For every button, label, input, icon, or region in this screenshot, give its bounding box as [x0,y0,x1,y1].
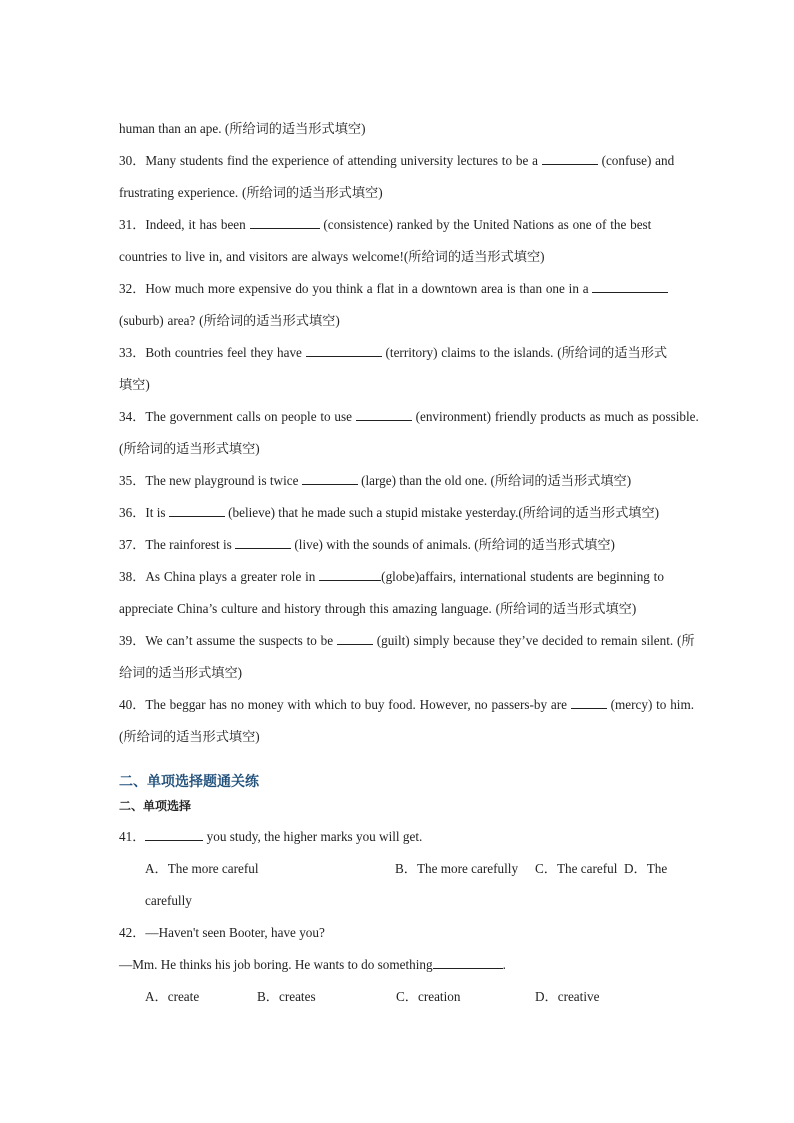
answer-blank[interactable] [306,344,382,357]
question-41-options-wrap [119,885,699,917]
answer-blank[interactable] [302,472,358,485]
question-34: 34．The government calls on people to use (environment) friendly products as much as possible. (所给词的适当形式填空) [119,409,699,456]
section-subtitle: 二、单项选择 [119,799,192,813]
question-35: 35．The new playground is twice (large) than the old one. (所给词的适当形式填空) [119,473,632,488]
option-d[interactable]: D．creative [535,989,600,1004]
question-42: 42．—Haven't seen Booter, have you? [119,925,325,940]
option-c[interactable]: C．The careful [535,861,618,876]
question-42-line2: —Mm. He thinks his job boring. He wants to do something . [119,957,506,972]
option-b[interactable]: B．creates [257,989,316,1004]
question-33: 33．Both countries feel they have (territory) claims to the islands. (所给词的适当形式 填空) [119,345,668,392]
answer-blank[interactable] [433,956,503,969]
question-29-tail: human than an ape. (所给词的适当形式填空) [119,121,366,136]
question-42-options [119,981,699,1013]
question-36: 36．It is (believe) that he made such a stupid mistake yesterday.(所给词的适当形式填空) [119,505,660,520]
question-number: 33． [119,345,146,360]
hint-text: (所给词的适当形式填空) [474,537,615,552]
question-32: 32．How much more expensive do you think a flat in a downtown area is than one in a (suburb) area? (所给词的适当形式填空) [119,273,699,337]
exercise-content [119,113,699,1013]
question-number: 35． [119,473,146,488]
question-number: 34． [119,409,146,424]
question-number: 41． [119,829,146,844]
answer-blank[interactable] [235,536,291,549]
question-number: 40． [119,697,146,712]
hint-text: (所给词的适当形式填空) [199,313,340,328]
question-31: 31．Indeed, it has been (consistence) ranked by the United Nations as one of the best countries to live in, and visitors are always welcome!(所给词的适当形式填空) [119,217,652,264]
option-a[interactable]: A．create [145,989,200,1004]
option-d[interactable]: D．The [624,861,668,876]
question-number: 39． [119,633,146,648]
answer-blank[interactable] [356,408,412,421]
hint-text: (所给词的适当形式填空) [241,185,383,200]
question-40: 40．The beggar has no money with which to buy food. However, no passers-by are (mercy) to him. (所给词的适当形式填空) [119,697,695,744]
hint-text: 填空) [119,377,150,392]
hint-text: (所给词的适当形式填空) [490,473,632,488]
option-a[interactable]: A．The more careful [145,861,259,876]
question-41-options [119,853,699,885]
question-30: 30．Many students find the experience of attending university lectures to be a (confuse) and frustrating experience. (所给词的适当形式填空) [119,153,675,200]
answer-blank[interactable] [592,280,668,293]
question-number: 31． [119,217,146,232]
answer-blank[interactable] [250,216,320,229]
answer-blank[interactable] [169,504,225,517]
hint-text: (所给词的适当形式填空) [119,729,260,744]
answer-blank[interactable] [319,568,381,581]
question-39: 39．We can’t assume the suspects to be (guilt) simply because they’ve decided to remain silent. (所给词的适当形式填空) [119,633,695,680]
question-number: 38． [119,569,146,584]
answer-blank[interactable] [145,828,203,841]
hint-text: (所给词的适当形式填空) [518,505,660,520]
hint-text: (所给词的适当形式 [557,345,668,360]
option-d-continued: carefully [145,893,192,908]
hint-text: (所给词的适当形式填空) [495,601,637,616]
hint-text: (所给词的适当形式填空) [224,121,366,136]
answer-blank[interactable] [542,152,598,165]
answer-blank[interactable] [337,632,373,645]
question-41: 41． you study, the higher marks you will get. [119,829,423,844]
option-c[interactable]: C．creation [396,989,461,1004]
hint-text: (所给词的适当形式填空) [119,441,260,456]
section-title: 二、单项选择题通关练 [119,774,259,790]
hint-text: (所给词的适当形式填空) [403,249,545,264]
question-number: 32． [119,281,146,296]
question-38: 38．As China plays a greater role in (globe)affairs, international students are beginning to appreciate China’s culture and history through this amazing language. (所给词的适当形式填空) [119,569,664,616]
question-number: 30． [119,153,146,168]
hint-text: (所给词的适当形式填空) [119,633,695,680]
question-number: 37． [119,537,146,552]
option-b[interactable]: B．The more carefully [395,861,519,876]
answer-blank[interactable] [571,696,607,709]
question-number: 36． [119,505,146,520]
question-number: 42． [119,925,146,940]
question-37: 37．The rainforest is (live) with the sounds of animals. (所给词的适当形式填空) [119,537,615,552]
